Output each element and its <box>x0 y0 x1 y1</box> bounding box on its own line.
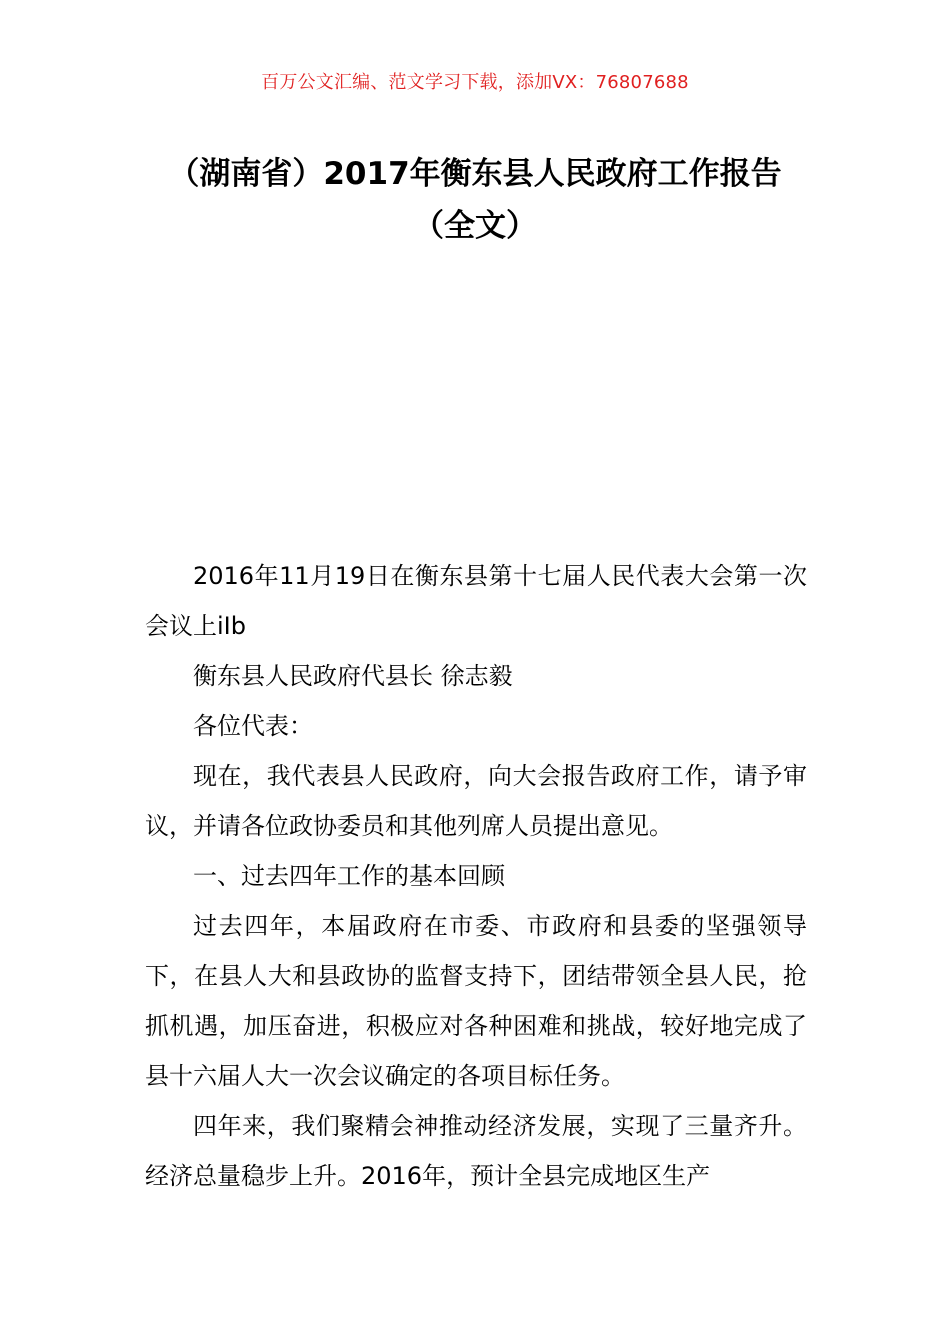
paragraph-meeting-info: 2016年11月19日在衡东县第十七届人民代表大会第一次会议上iIb <box>145 562 807 640</box>
header-note: 百万公文汇编、范文学习下载，添加VX：76807688 <box>261 72 689 93</box>
document-body <box>145 551 807 1201</box>
paragraph-review: 过去四年，本届政府在市委、市政府和县委的坚强领导下，在县人大和县政协的监督支持下，团结带领全县人民，抢抓机遇，加压奋进，积极应对各种困难和挑战，较好地完成了县十六届人大一次会议确定的各项目标任务。 <box>145 912 807 1090</box>
section-heading: 一、过去四年工作的基本回顾 <box>193 862 505 890</box>
paragraph-salutation: 各位代表： <box>193 712 313 740</box>
document-title: （湖南省）2017年衡东县人民政府工作报告（全文） <box>168 156 782 244</box>
paragraph-speaker: 衡东县人民政府代县长 徐志毅 <box>193 662 513 690</box>
paragraph-economy: 四年来，我们聚精会神推动经济发展，实现了三量齐升。经济总量稳步上升。2016年，预计全县完成地区生产 <box>145 1112 807 1190</box>
paragraph-intro: 现在，我代表县人民政府，向大会报告政府工作，请予审议，并请各位政协委员和其他列席人员提出意见。 <box>145 762 807 840</box>
